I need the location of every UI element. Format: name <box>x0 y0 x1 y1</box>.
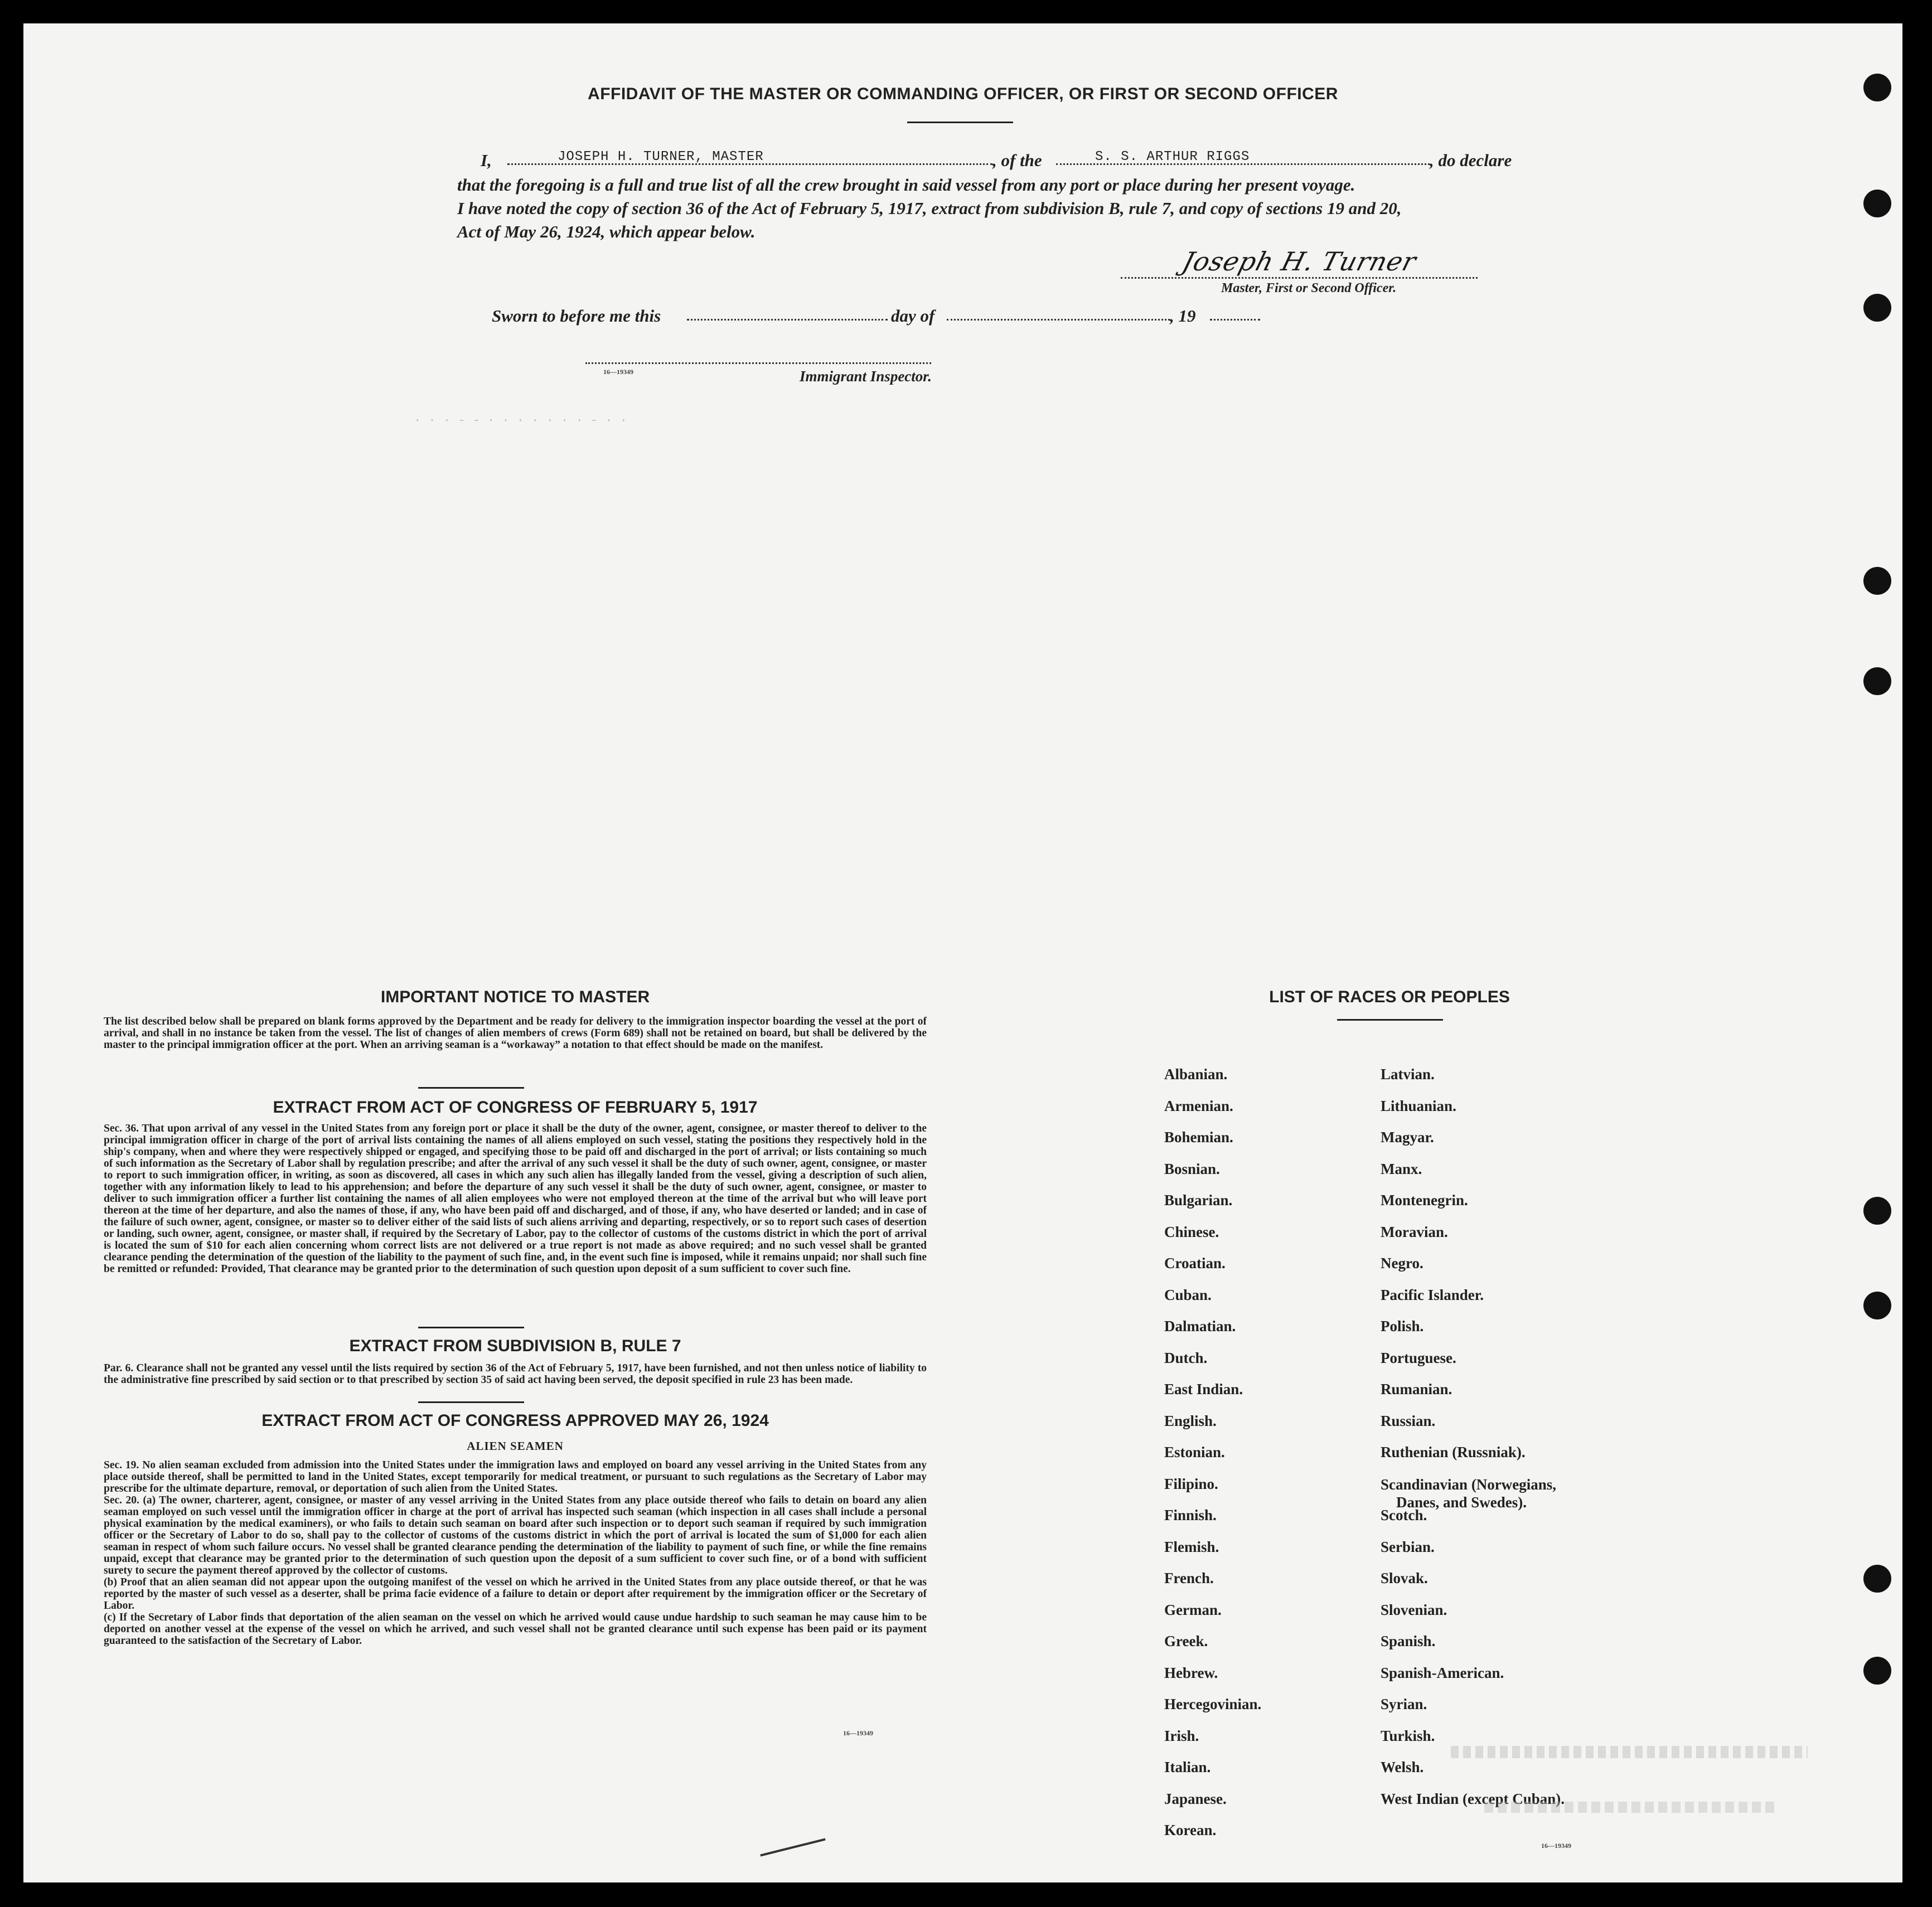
affidavit-title: AFFIDAVIT OF THE MASTER OR COMMANDING OFFICER, OR FIRST OR SECOND OFFICER <box>588 85 1338 103</box>
race-item: Welsh. <box>1381 1759 1424 1775</box>
race-item: Dalmatian. <box>1164 1318 1236 1335</box>
race-item-scandinavian <box>1381 1476 1565 1511</box>
race-item: Chinese. <box>1164 1223 1219 1240</box>
race-item: Latvian. <box>1381 1066 1435 1083</box>
document-page <box>23 23 1902 1882</box>
extract-1924-title: EXTRACT FROM ACT OF CONGRESS APPROVED MAY 26, 1924 <box>262 1411 769 1430</box>
race-item: Dutch. <box>1164 1349 1208 1366</box>
race-item: Polish. <box>1381 1318 1424 1335</box>
race-item: East Indian. <box>1164 1381 1243 1398</box>
race-item: Bohemian. <box>1164 1129 1233 1146</box>
signature-caption: Master, First or Second Officer. <box>1221 281 1397 295</box>
extract-1917-body: Sec. 36. That upon arrival of any vessel in the United States from any foreign port or place it shall be the duty of the owner, agent, consignee, or master thereof to deliver to the principal immigration officer in charge of the port of arrival lists containing the names of all aliens employed on such vessel, stating the positions they respectively hold in the ship's company, when and where they were respectively shipped or engaged, and specifying those to be paid off and discharged in the port of arrival; or lists containing so much of such information as the Secretary of Labor shall by regulation prescribe; and after the arrival of any such vessel it shall be the duty of such owner, agent, consignee, or master to report to such immigration officer, in writing, as soon as discovered, all cases in which any such alien has illegally landed from the vessel, giving a description of such alien, together with any information likely to lead to his apprehension; and before the departure of any such vessel it shall be the duty of such owner, agent, consignee, or master to deliver to such immigration officer a further list containing the names of all alien employees who were not employed thereon at the time of the arrival but who will leave port thereon at the time of her departure, and also the names of those, if any, who have been paid off and discharged, and of those, if any, who have deserted or landed; and in case of the failure of such owner, agent, consignee, or master so to deliver either of the said lists of such aliens arriving and departing, respectively, or so to report such cases of desertion or landing, such owner, agent, consignee, or master shall, if required by the Secretary of Labor, pay to the collector of customs of the customs district in which the port of arrival is located the sum of $10 for each alien concerning whom correct lists are not delivered or a true report is not made as above required; and no such vessel shall be granted clearance pending the determination of the question of the liability to the payment of such fine, and, in the event such fine is imposed, while it remains unpaid; nor shall such fine be remitted or refunded: Provided, That clearance may be granted prior to the determination of such question upon deposit of a sum sufficient to cover such fine. <box>104 1123 927 1275</box>
race-item: Rumanian. <box>1381 1381 1452 1398</box>
sworn-year-line <box>1210 319 1260 321</box>
race-item: Montenegrin. <box>1381 1192 1468 1209</box>
affidavit-line-2: that the foregoing is a full and true list of all the crew brought in said vessel from any port or place during her present voyage. <box>457 175 1355 195</box>
inspector-label: Immigrant Inspector. <box>800 368 932 385</box>
races-divider <box>1337 1019 1443 1021</box>
race-item: Portuguese. <box>1381 1349 1456 1366</box>
affidavit-line-4: Act of May 26, 1924, which appear below. <box>457 222 756 241</box>
form-number: 16—19349 <box>603 368 633 376</box>
binder-hole <box>1863 667 1891 695</box>
divider-3 <box>418 1401 524 1403</box>
extract-form-number: 16—19349 <box>843 1729 873 1737</box>
race-item: Serbian. <box>1381 1538 1435 1555</box>
race-item: Japanese. <box>1164 1790 1227 1807</box>
declarant-name: JOSEPH H. TURNER, MASTER <box>558 149 764 164</box>
race-item: West Indian (except Cuban). <box>1381 1790 1565 1807</box>
race-item: Ruthenian (Russniak). <box>1381 1444 1526 1460</box>
race-item: Hebrew. <box>1164 1664 1218 1681</box>
race-item: English. <box>1164 1412 1217 1429</box>
day-of-label: day of <box>891 306 935 326</box>
race-item: Turkish. <box>1381 1727 1435 1744</box>
sec-20a-paragraph: Sec. 20. (a) The owner, charterer, agent, consignee, or master of any vessel arriving in the United States from any place outside thereof who fails to detain on board any alien seaman employed on such vessel until the immigration officer in charge at the port of arrival has inspected such seaman (which inspection in all cases shall include a personal physical examination by the medical examiners), or who fails to detain such seaman on board after such inspection or to deport such seaman if required by such immigration officer or the Secretary of Labor to do so, shall pay to the collector of customs of the customs district in which the port of arrival is located the sum of $1,000 for each alien seaman in respect of whom such failure occurs. No vessel shall be granted clearance pending the determination of the liability to payment of such fine, or while the fine remains unpaid, except that clearance may be granted prior to the determination of such question upon the deposit of a sum sufficient to cover such fine, or of a bond with sufficient surety to secure the payment thereof approved by the collector of customs. <box>104 1494 927 1576</box>
notice-body: The list described below shall be prepared on blank forms approved by the Department and be ready for delivery to the immigration inspector boarding the vessel at the port of arrival, and shall in no instance be taken from the vessel. The list of changes of alien members of crews (Form 689) shall not be retained on board, but shall be delivered by the master to the principal immigration officer at the port. When an arriving seaman is a “workaway” a notation to that effect should be made on the manifest. <box>104 1016 927 1051</box>
do-declare-label: , do declare <box>1430 151 1512 170</box>
divider-2 <box>418 1327 524 1328</box>
master-signature: Joseph H. Turner <box>1179 246 1420 276</box>
binder-hole <box>1863 190 1891 217</box>
stamp-smudge <box>1484 1802 1774 1813</box>
race-item: Spanish. <box>1381 1633 1436 1649</box>
race-item: Scotch. <box>1381 1507 1427 1523</box>
alien-seamen-subtitle: ALIEN SEAMEN <box>467 1439 564 1453</box>
binder-hole <box>1863 1197 1891 1225</box>
rule7-body: Par. 6. Clearance shall not be granted any vessel until the lists required by section 36 of the Act of February 5, 1917, have been furnished, and not then unless notice of liability to the administrative fine prescribed by said section or to that prescribed by section 35 of said act having been served, the deposit specified in rule 23 has been made. <box>104 1362 927 1386</box>
sec-19-paragraph: Sec. 19. No alien seaman excluded from admission into the United States under the immigration laws and employed on board any vessel arriving in the United States from any place outside thereof, shall be permitted to land in the United States, except temporarily for medical treatment, or pursuant to such regulations as the Secretary of Labor may prescribe for the ultimate departure, removal, or deportation of such alien from the United States. <box>104 1459 927 1494</box>
vessel-name: S. S. ARTHUR RIGGS <box>1095 149 1250 164</box>
title-divider <box>907 122 1013 123</box>
race-item: Manx. <box>1381 1160 1422 1177</box>
binder-hole <box>1863 1565 1891 1593</box>
race-item: Negro. <box>1381 1255 1423 1272</box>
binder-hole <box>1863 1292 1891 1319</box>
signature-line <box>1121 277 1478 279</box>
i-label: I, <box>481 151 492 170</box>
extract-1917-title: EXTRACT FROM ACT OF CONGRESS OF FEBRUARY 5, 1917 <box>273 1098 758 1117</box>
race-item: Korean. <box>1164 1822 1217 1838</box>
race-item: Finnish. <box>1164 1507 1217 1523</box>
race-item: Albanian. <box>1164 1066 1228 1083</box>
binder-hole <box>1863 294 1891 322</box>
notice-title: IMPORTANT NOTICE TO MASTER <box>380 988 650 1006</box>
race-item: French. <box>1164 1570 1214 1586</box>
race-item: Armenian. <box>1164 1097 1233 1114</box>
bleed-through-marks: · · · - - · · · · · · · - · · <box>414 414 627 428</box>
race-item: Bosnian. <box>1164 1160 1220 1177</box>
race-item: German. <box>1164 1601 1222 1618</box>
race-item: Greek. <box>1164 1633 1208 1649</box>
race-item: Flemish. <box>1164 1538 1219 1555</box>
race-item: Irish. <box>1164 1727 1199 1744</box>
binder-hole <box>1863 74 1891 101</box>
race-item: Bulgarian. <box>1164 1192 1233 1209</box>
binder-hole <box>1863 1657 1891 1685</box>
extract-1924-body <box>104 1459 927 1647</box>
sworn-month-line <box>947 319 1170 321</box>
race-item: Slovenian. <box>1381 1601 1447 1618</box>
sec-20b-paragraph: (b) Proof that an alien seaman did not appear upon the outgoing manifest of the vessel on which he arrived in the United States from any place outside thereof, or that he was reported by the master of such vessel as a deserter, shall be prima facie evidence of a failure to detain or deport after requirement by the immigration officer or the Secretary of Labor. <box>104 1576 927 1612</box>
divider-1 <box>418 1087 524 1089</box>
race-item: Slovak. <box>1381 1570 1428 1586</box>
races-column-2 <box>1381 1066 1565 1822</box>
race-item: Russian. <box>1381 1412 1436 1429</box>
sec-20c-paragraph: (c) If the Secretary of Labor finds that deportation of the alien seaman on the vessel on which he arrived would cause undue hardship to such seaman he may cause him to be deported on another vessel at the expense of the vessel on which he arrived, and such vessel shall not be granted clearance until such expense has been paid or its payment guaranteed to the satisfaction of the Secretary of Labor. <box>104 1612 927 1647</box>
rule7-title: EXTRACT FROM SUBDIVISION B, RULE 7 <box>349 1337 681 1355</box>
year-label: , 19 <box>1170 306 1196 326</box>
race-item: Scandinavian (Norwegians, <box>1381 1476 1557 1493</box>
sworn-day-line <box>687 319 888 321</box>
races-title: LIST OF RACES OR PEOPLES <box>1269 988 1510 1006</box>
race-item-continuation: Danes, and Swedes). <box>1396 1493 1527 1511</box>
races-column-1 <box>1164 1066 1261 1853</box>
race-item: Spanish-American. <box>1381 1664 1504 1681</box>
race-item: Lithuanian. <box>1381 1097 1456 1114</box>
race-item: Croatian. <box>1164 1255 1226 1272</box>
inspector-line <box>585 362 931 364</box>
race-item: Syrian. <box>1381 1696 1427 1712</box>
race-item: Cuban. <box>1164 1286 1212 1303</box>
binder-hole <box>1863 567 1891 595</box>
sworn-label: Sworn to before me this <box>492 306 661 326</box>
race-item: Hercegovinian. <box>1164 1696 1262 1712</box>
of-the-label: , of the <box>992 151 1042 170</box>
race-item: Pacific Islander. <box>1381 1286 1484 1303</box>
race-item: Moravian. <box>1381 1223 1448 1240</box>
races-form-number: 16—19349 <box>1541 1842 1571 1850</box>
race-item: Italian. <box>1164 1759 1211 1775</box>
pen-stroke <box>760 1838 825 1857</box>
affidavit-line-3: I have noted the copy of section 36 of the Act of February 5, 1917, extract from subdivision B, rule 7, and copy of sections 19 and 20, <box>457 198 1402 218</box>
stamp-smudge <box>1451 1746 1808 1758</box>
race-item: Estonian. <box>1164 1444 1225 1460</box>
race-item: Magyar. <box>1381 1129 1434 1146</box>
race-item: Filipino. <box>1164 1475 1218 1492</box>
